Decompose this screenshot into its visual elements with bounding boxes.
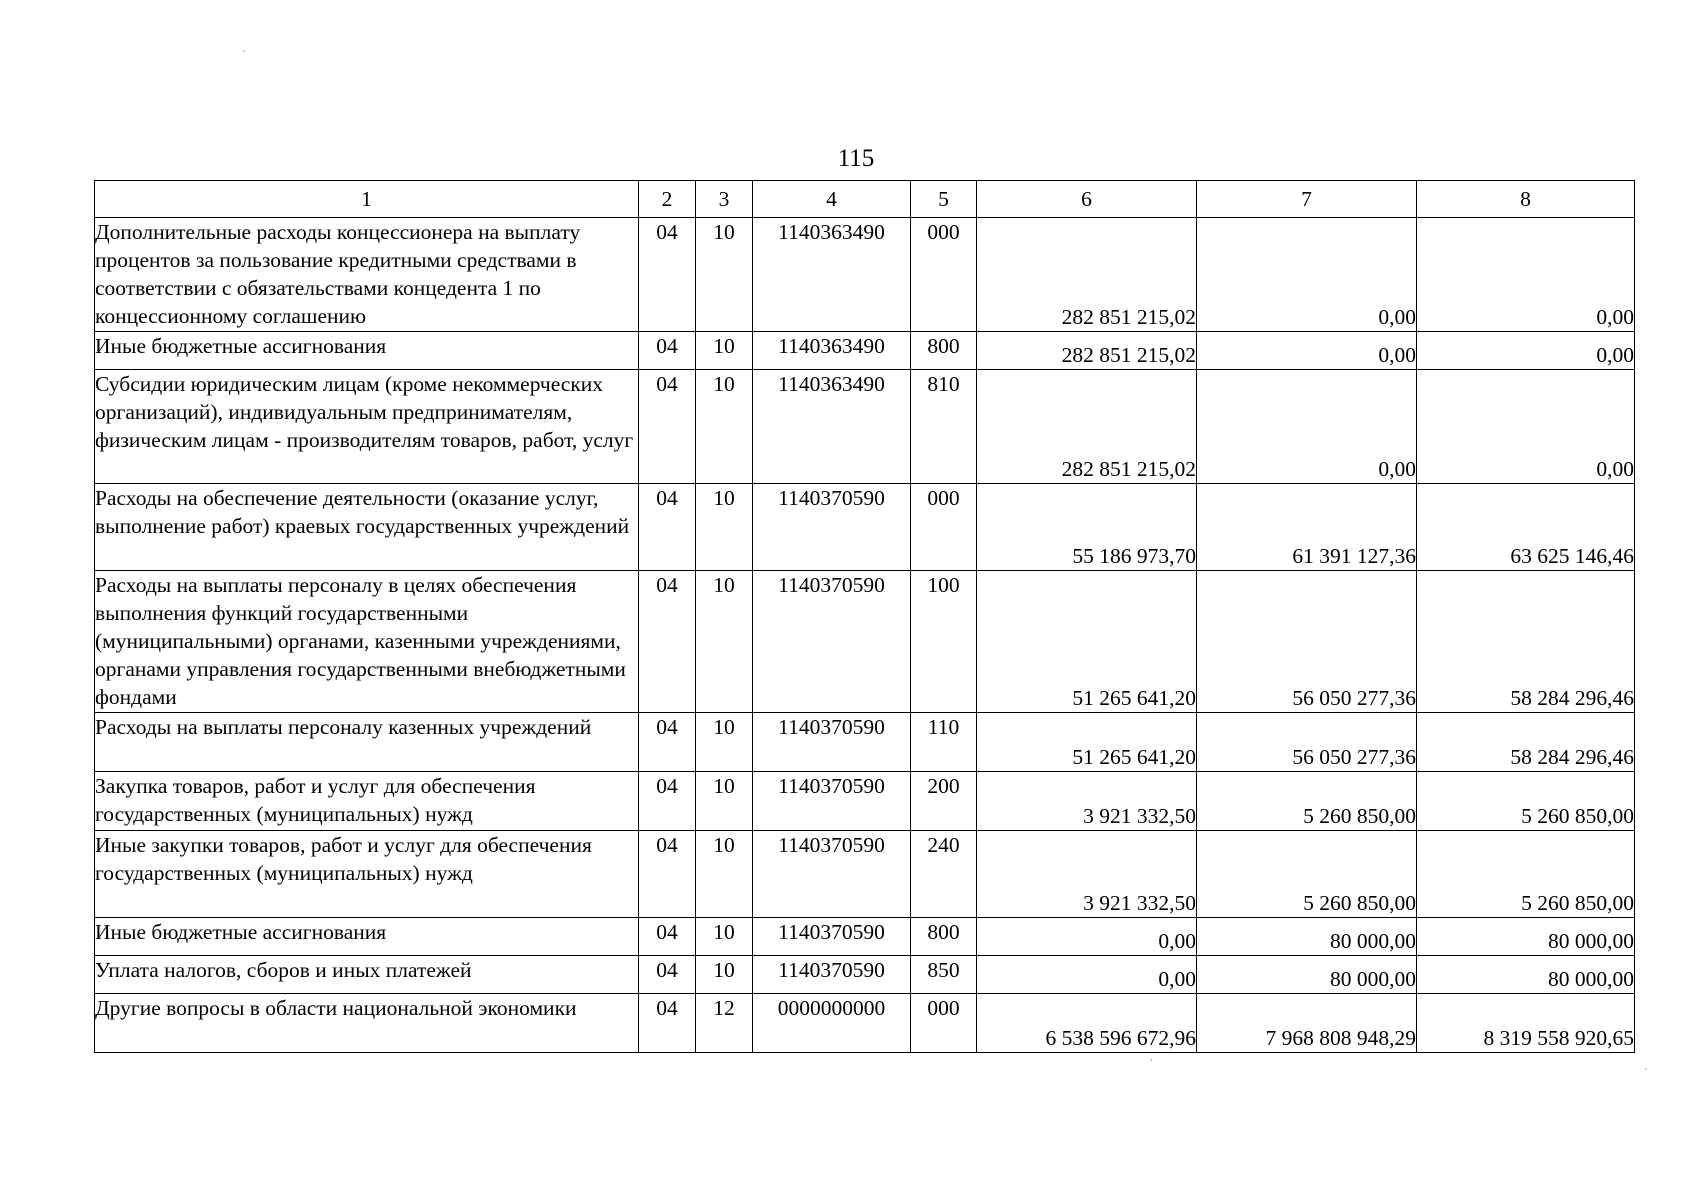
expense-name: Субсидии юридическим лицам (кроме некоммерческих организаций), индивидуальным предпринимателям, физическим лицам - производителям товаров, работ, услуг (95, 370, 639, 484)
subsection-code: 10 (696, 332, 753, 370)
expense-name: Дополнительные расходы концессионера на выплату процентов за пользование кредитными средствами в соответствии с обязательствами концедента 1 по концессионному соглашению (95, 218, 639, 332)
amount-col6: 55 186 973,70 (977, 484, 1197, 571)
amount-col6: 51 265 641,20 (977, 713, 1197, 772)
amount-col7: 80 000,00 (1197, 956, 1417, 994)
expense-name: Расходы на обеспечение деятельности (оказание услуг, выполнение работ) краевых государственных учреждений (95, 484, 639, 571)
subsection-code: 12 (696, 994, 753, 1053)
amount-col8: 5 260 850,00 (1417, 772, 1635, 831)
column-header: 1 (95, 181, 639, 218)
expense-type-code: 810 (911, 370, 977, 484)
amount-col7: 56 050 277,36 (1197, 713, 1417, 772)
amount-col6: 282 851 215,02 (977, 218, 1197, 332)
amount-col7: 0,00 (1197, 218, 1417, 332)
expense-type-code: 800 (911, 918, 977, 956)
column-header: 4 (753, 181, 911, 218)
target-article-code: 1140363490 (753, 218, 911, 332)
amount-col8: 8 319 558 920,65 (1417, 994, 1635, 1053)
amount-col6: 0,00 (977, 918, 1197, 956)
scan-speck (1150, 1059, 1152, 1061)
expense-type-code: 800 (911, 332, 977, 370)
expense-name: Расходы на выплаты персоналу казенных учреждений (95, 713, 639, 772)
amount-col8: 80 000,00 (1417, 956, 1635, 994)
section-code: 04 (639, 571, 696, 713)
subsection-code: 10 (696, 218, 753, 332)
subsection-code: 10 (696, 831, 753, 918)
column-header: 3 (696, 181, 753, 218)
expense-name: Расходы на выплаты персоналу в целях обеспечения выполнения функций государственными (муниципальными) органами, казенными учреждениями, органами управления государственными внебюджетными фондами (95, 571, 639, 713)
section-code: 04 (639, 831, 696, 918)
column-header: 2 (639, 181, 696, 218)
amount-col6: 51 265 641,20 (977, 571, 1197, 713)
amount-col7: 56 050 277,36 (1197, 571, 1417, 713)
target-article-code: 1140370590 (753, 713, 911, 772)
amount-col6: 0,00 (977, 956, 1197, 994)
section-code: 04 (639, 772, 696, 831)
target-article-code: 1140370590 (753, 831, 911, 918)
expense-name: Иные бюджетные ассигнования (95, 332, 639, 370)
page-number: 115 (837, 145, 875, 172)
expense-type-code: 000 (911, 218, 977, 332)
target-article-code: 1140370590 (753, 772, 911, 831)
expense-name: Закупка товаров, работ и услуг для обеспечения государственных (муниципальных) нужд (95, 772, 639, 831)
scan-speck (243, 50, 245, 52)
table-row (95, 772, 1635, 831)
amount-col8: 0,00 (1417, 370, 1635, 484)
target-article-code: 1140363490 (753, 332, 911, 370)
amount-col8: 0,00 (1417, 332, 1635, 370)
section-code: 04 (639, 956, 696, 994)
subsection-code: 10 (696, 713, 753, 772)
expense-name: Иные бюджетные ассигнования (95, 918, 639, 956)
target-article-code: 1140370590 (753, 956, 911, 994)
subsection-code: 10 (696, 772, 753, 831)
amount-col7: 5 260 850,00 (1197, 831, 1417, 918)
subsection-code: 10 (696, 918, 753, 956)
target-article-code: 1140370590 (753, 571, 911, 713)
section-code: 04 (639, 918, 696, 956)
section-code: 04 (639, 370, 696, 484)
section-code: 04 (639, 218, 696, 332)
amount-col8: 0,00 (1417, 218, 1635, 332)
amount-col6: 3 921 332,50 (977, 831, 1197, 918)
expense-type-code: 850 (911, 956, 977, 994)
column-header: 6 (977, 181, 1197, 218)
table-row (95, 370, 1635, 484)
amount-col7: 61 391 127,36 (1197, 484, 1417, 571)
budget-table (94, 180, 1635, 1053)
expense-type-code: 000 (911, 484, 977, 571)
column-header: 7 (1197, 181, 1417, 218)
target-article-code: 1140370590 (753, 918, 911, 956)
table-row (95, 994, 1635, 1053)
table-row (95, 713, 1635, 772)
amount-col7: 0,00 (1197, 332, 1417, 370)
table-row (95, 571, 1635, 713)
expense-type-code: 100 (911, 571, 977, 713)
subsection-code: 10 (696, 956, 753, 994)
target-article-code: 1140370590 (753, 484, 911, 571)
amount-col8: 63 625 146,46 (1417, 484, 1635, 571)
amount-col8: 80 000,00 (1417, 918, 1635, 956)
expense-type-code: 200 (911, 772, 977, 831)
amount-col7: 7 968 808 948,29 (1197, 994, 1417, 1053)
target-article-code: 1140363490 (753, 370, 911, 484)
expense-type-code: 240 (911, 831, 977, 918)
amount-col7: 80 000,00 (1197, 918, 1417, 956)
section-code: 04 (639, 484, 696, 571)
column-header: 8 (1417, 181, 1635, 218)
table-row (95, 956, 1635, 994)
subsection-code: 10 (696, 484, 753, 571)
table-row (95, 831, 1635, 918)
amount-col7: 0,00 (1197, 370, 1417, 484)
amount-col6: 3 921 332,50 (977, 772, 1197, 831)
amount-col6: 6 538 596 672,96 (977, 994, 1197, 1053)
scan-speck (1645, 1068, 1647, 1070)
target-article-code: 0000000000 (753, 994, 911, 1053)
table-row (95, 484, 1635, 571)
section-code: 04 (639, 332, 696, 370)
expense-type-code: 110 (911, 713, 977, 772)
table-row (95, 918, 1635, 956)
expense-name: Уплата налогов, сборов и иных платежей (95, 956, 639, 994)
table-row (95, 332, 1635, 370)
section-code: 04 (639, 713, 696, 772)
expense-name: Иные закупки товаров, работ и услуг для обеспечения государственных (муниципальных) нужд (95, 831, 639, 918)
amount-col8: 58 284 296,46 (1417, 713, 1635, 772)
amount-col7: 5 260 850,00 (1197, 772, 1417, 831)
subsection-code: 10 (696, 571, 753, 713)
amount-col6: 282 851 215,02 (977, 332, 1197, 370)
amount-col8: 5 260 850,00 (1417, 831, 1635, 918)
amount-col6: 282 851 215,02 (977, 370, 1197, 484)
expense-type-code: 000 (911, 994, 977, 1053)
expense-name: Другие вопросы в области национальной экономики (95, 994, 639, 1053)
amount-col8: 58 284 296,46 (1417, 571, 1635, 713)
column-number-row (95, 181, 1635, 218)
subsection-code: 10 (696, 370, 753, 484)
table-row (95, 218, 1635, 332)
column-header: 5 (911, 181, 977, 218)
section-code: 04 (639, 994, 696, 1053)
